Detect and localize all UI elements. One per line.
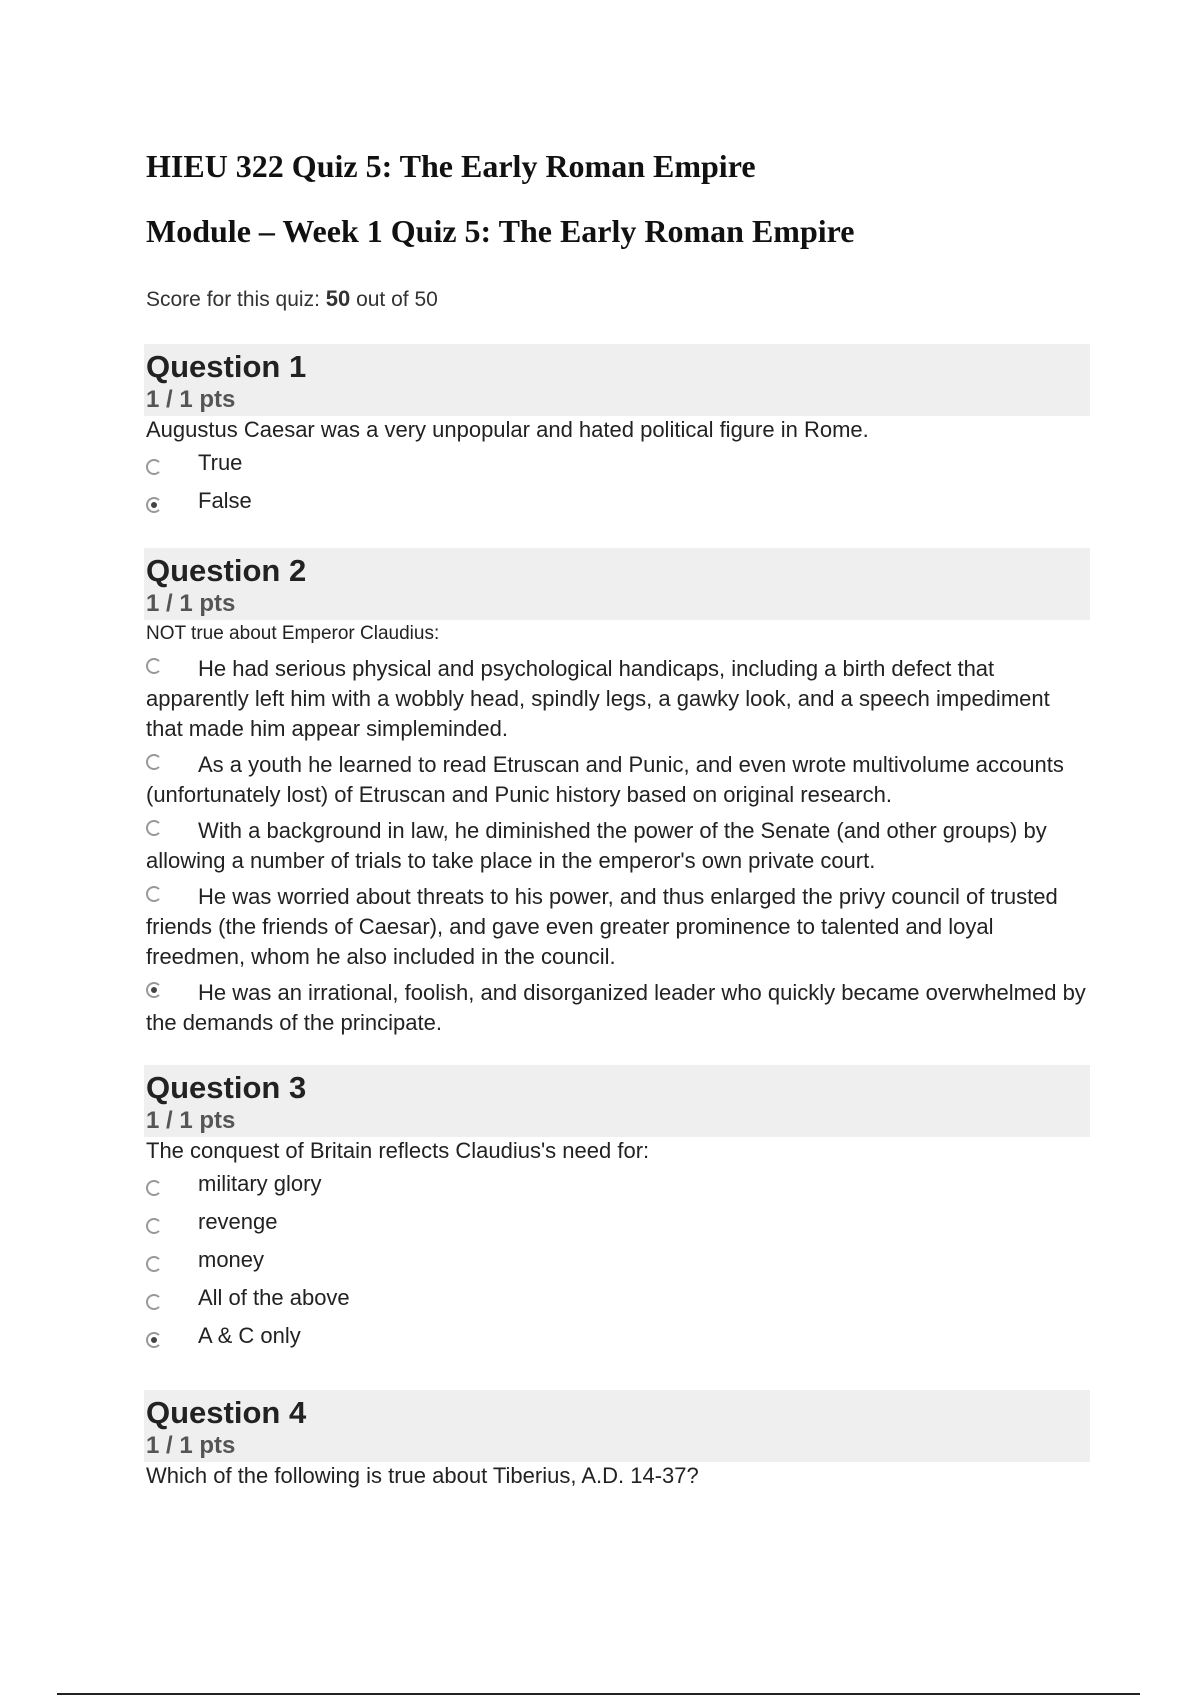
question-title: Question 2 (146, 553, 307, 588)
question-1 (146, 344, 1090, 520)
radio-button[interactable] (146, 1256, 162, 1272)
question-header (144, 1065, 1090, 1137)
page-title: HIEU 322 Quiz 5: The Early Roman Empire (146, 148, 756, 184)
question-title: Question 1 (146, 349, 307, 384)
question-title: Question 3 (146, 1070, 307, 1105)
question-points: 1 / 1 pts (146, 386, 236, 413)
radio-button[interactable] (146, 459, 162, 475)
radio-button[interactable] (146, 658, 162, 674)
option-label: All of the above (198, 1285, 350, 1310)
question-text: The conquest of Britain reflects Claudius's need for: (146, 1138, 650, 1163)
score-label: Score for this quiz: (146, 288, 320, 311)
option-label: money (198, 1247, 265, 1272)
score-value: 50 (325, 286, 351, 311)
question-4 (146, 1390, 1090, 1490)
radio-button[interactable] (146, 1218, 162, 1234)
radio-button[interactable] (146, 886, 162, 902)
option-label: revenge (198, 1209, 278, 1234)
option-label: True (198, 450, 243, 475)
answer-option[interactable] (146, 444, 1090, 482)
option-label: A & C only (198, 1323, 301, 1348)
question-header (144, 1390, 1090, 1462)
answer-option[interactable] (146, 750, 1090, 810)
answer-option[interactable] (146, 1279, 1090, 1317)
answer-option[interactable] (146, 1317, 1090, 1355)
option-label: He was worried about threats to his power, and thus enlarged the privy council of trusted friends (the friends of Caesar), and gave even greater prominence to talented and loyal freedmen, whom he also included in the council. (146, 884, 1058, 969)
question-points: 1 / 1 pts (146, 1107, 236, 1134)
module-title: Module – Week 1 Quiz 5: The Early Roman Empire (146, 213, 855, 249)
question-2 (146, 548, 1090, 1038)
question-text: Augustus Caesar was a very unpopular and hated political figure in Rome. (146, 417, 869, 442)
radio-button-selected[interactable] (146, 982, 162, 998)
question-points: 1 / 1 pts (146, 1432, 236, 1459)
answer-option[interactable] (146, 978, 1090, 1038)
answer-option[interactable] (146, 882, 1090, 972)
option-label: With a background in law, he diminished the power of the Senate (and other groups) by allowing a number of trials to take place in the emperor's own private court. (146, 818, 1047, 873)
radio-button-selected[interactable] (146, 1332, 162, 1348)
question-text: NOT true about Emperor Claudius: (146, 623, 440, 644)
question-header (144, 548, 1090, 620)
option-label: He had serious physical and psychological handicaps, including a birth defect that apparently left him with a wobbly head, spindly legs, a gawky look, and a speech impediment that made him appear simpleminded. (146, 656, 1050, 741)
radio-button[interactable] (146, 1294, 162, 1310)
question-header (144, 344, 1090, 416)
score-suffix: out of 50 (356, 288, 438, 311)
answer-option[interactable] (146, 1203, 1090, 1241)
answer-option[interactable] (146, 1165, 1090, 1203)
radio-button[interactable] (146, 754, 162, 770)
question-3 (146, 1065, 1090, 1355)
radio-button[interactable] (146, 1180, 162, 1196)
option-label: As a youth he learned to read Etruscan and Punic, and even wrote multivolume accounts (unfortunately lost) of Etruscan and Punic history based on original research. (146, 752, 1064, 807)
radio-button[interactable] (146, 820, 162, 836)
option-label: He was an irrational, foolish, and disorganized leader who quickly became overwhelmed by the demands of the principate. (146, 980, 1086, 1035)
quiz-score (146, 286, 438, 312)
option-label: military glory (198, 1171, 322, 1196)
radio-button-selected[interactable] (146, 497, 162, 513)
answer-option[interactable] (146, 654, 1090, 744)
question-text: Which of the following is true about Tiberius, A.D. 14-37? (146, 1463, 699, 1488)
question-points: 1 / 1 pts (146, 590, 236, 617)
question-title: Question 4 (146, 1395, 307, 1430)
answer-option[interactable] (146, 1241, 1090, 1279)
answer-option[interactable] (146, 482, 1090, 520)
page-divider (57, 1693, 1140, 1695)
option-label: False (198, 488, 252, 513)
answer-option[interactable] (146, 816, 1090, 876)
